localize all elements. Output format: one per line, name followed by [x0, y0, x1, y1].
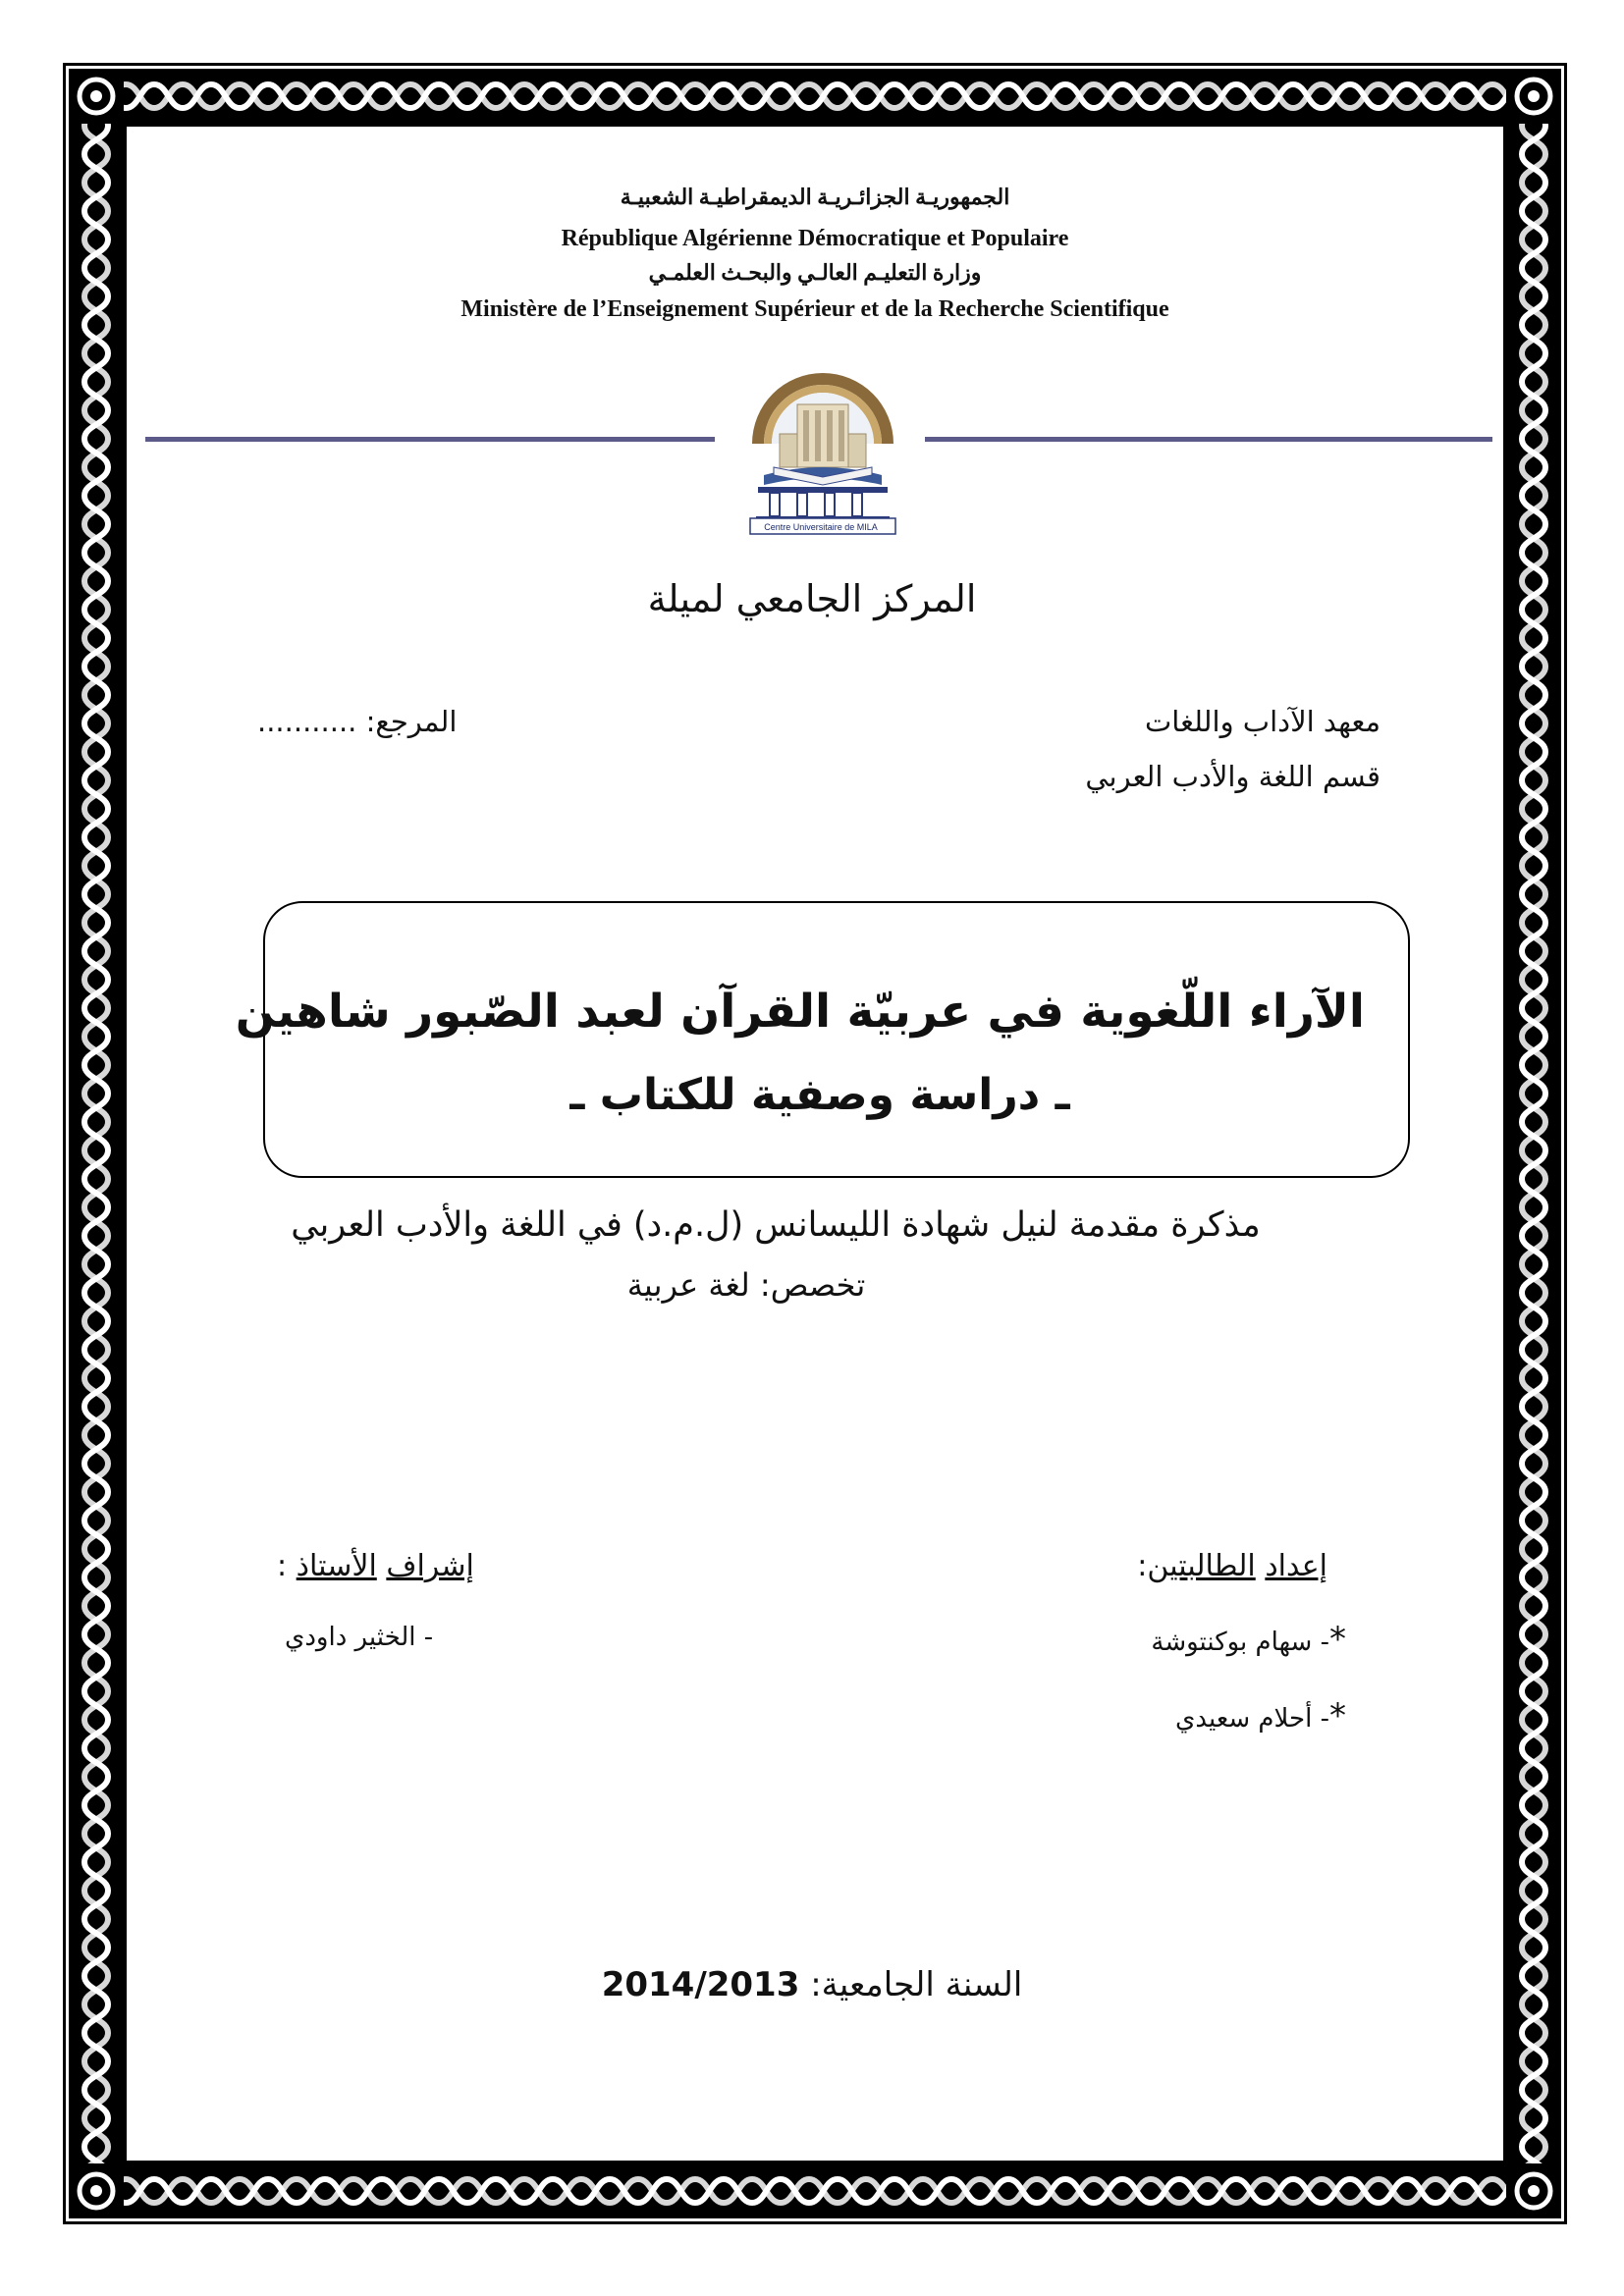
- border-band-right: [1506, 69, 1561, 2218]
- ministry-name-french: Ministère de l’Enseignement Supérieur et de la Recherche Scientifique: [460, 296, 1169, 322]
- ministry-name-arabic: وزارة التعليـم العالـي والبحـث العلمـي: [648, 260, 982, 285]
- border-corner-bottom-left: [69, 2163, 124, 2218]
- supervisor-label: [277, 1549, 474, 1583]
- professor-word: الأستاذ: [296, 1549, 377, 1583]
- bullet-star: *: [1329, 1620, 1346, 1659]
- prepared-word: إعداد: [1265, 1549, 1327, 1583]
- institution-name: المركز الجامعي لميلة: [647, 577, 977, 620]
- bullet-star: *: [1329, 1696, 1346, 1735]
- border-band-top: [69, 69, 1561, 124]
- supervision-word: إشراف: [386, 1549, 474, 1583]
- logo-caption: Centre Universitaire de MILA: [764, 522, 878, 532]
- thesis-title: الآراء اللّغوية في عربيّة القرآن لعبد الصّبور شاهين: [235, 985, 1365, 1039]
- republic-name-french: République Algérienne Démocratique et Populaire: [561, 226, 1069, 251]
- prepared-by-label: [1137, 1549, 1327, 1583]
- bullet-dash: -: [1320, 1628, 1329, 1657]
- border-band-left: [69, 69, 124, 2218]
- border-corner-bottom-right: [1506, 2163, 1561, 2218]
- academic-year: [393, 1965, 1231, 2004]
- university-logo: [734, 365, 911, 542]
- student-name: سهام بوكنتوشة: [1151, 1628, 1313, 1657]
- supervisor-name: - الخثير داودي: [285, 1623, 434, 1652]
- thesis-title-box: [235, 901, 1410, 1178]
- bullet-dash: -: [1320, 1704, 1329, 1734]
- specialty: تخصص: لغة عربية: [626, 1266, 866, 1304]
- supervision-colon: :: [277, 1549, 288, 1583]
- faculty-name: معهد الآداب واللغات: [1144, 705, 1380, 738]
- department-name: قسم اللغة والأدب العربي: [1085, 760, 1380, 793]
- border-corner-top-right: [1506, 69, 1561, 124]
- degree-statement: مذكرة مقدمة لنيل شهادة الليسانس (ل.م.د) في اللغة والأدب العربي: [291, 1205, 1261, 1245]
- student-name: أحلام سعيدي: [1175, 1704, 1313, 1734]
- student-item: [1151, 1620, 1346, 1659]
- academic-year-label: السنة الجامعية:: [810, 1965, 1023, 2004]
- student-item: [1175, 1696, 1346, 1735]
- header-rule-right: [925, 437, 1492, 442]
- thesis-subtitle: ـ دراسة وصفية للكتاب ـ: [569, 1070, 1070, 1120]
- republic-name-arabic: الجمهوريـة الجزائـريـة الديمقراطيـة الشعبيـة: [620, 185, 1010, 209]
- academic-year-value: 2014/2013: [601, 1965, 800, 2004]
- reference-number: المرجع: ...........: [257, 705, 458, 738]
- border-corner-top-left: [69, 69, 124, 124]
- prepared-colon: :: [1137, 1549, 1148, 1583]
- border-band-bottom: [69, 2163, 1561, 2218]
- students-word: الطالبتين: [1147, 1549, 1256, 1583]
- header-rule-left: [145, 437, 715, 442]
